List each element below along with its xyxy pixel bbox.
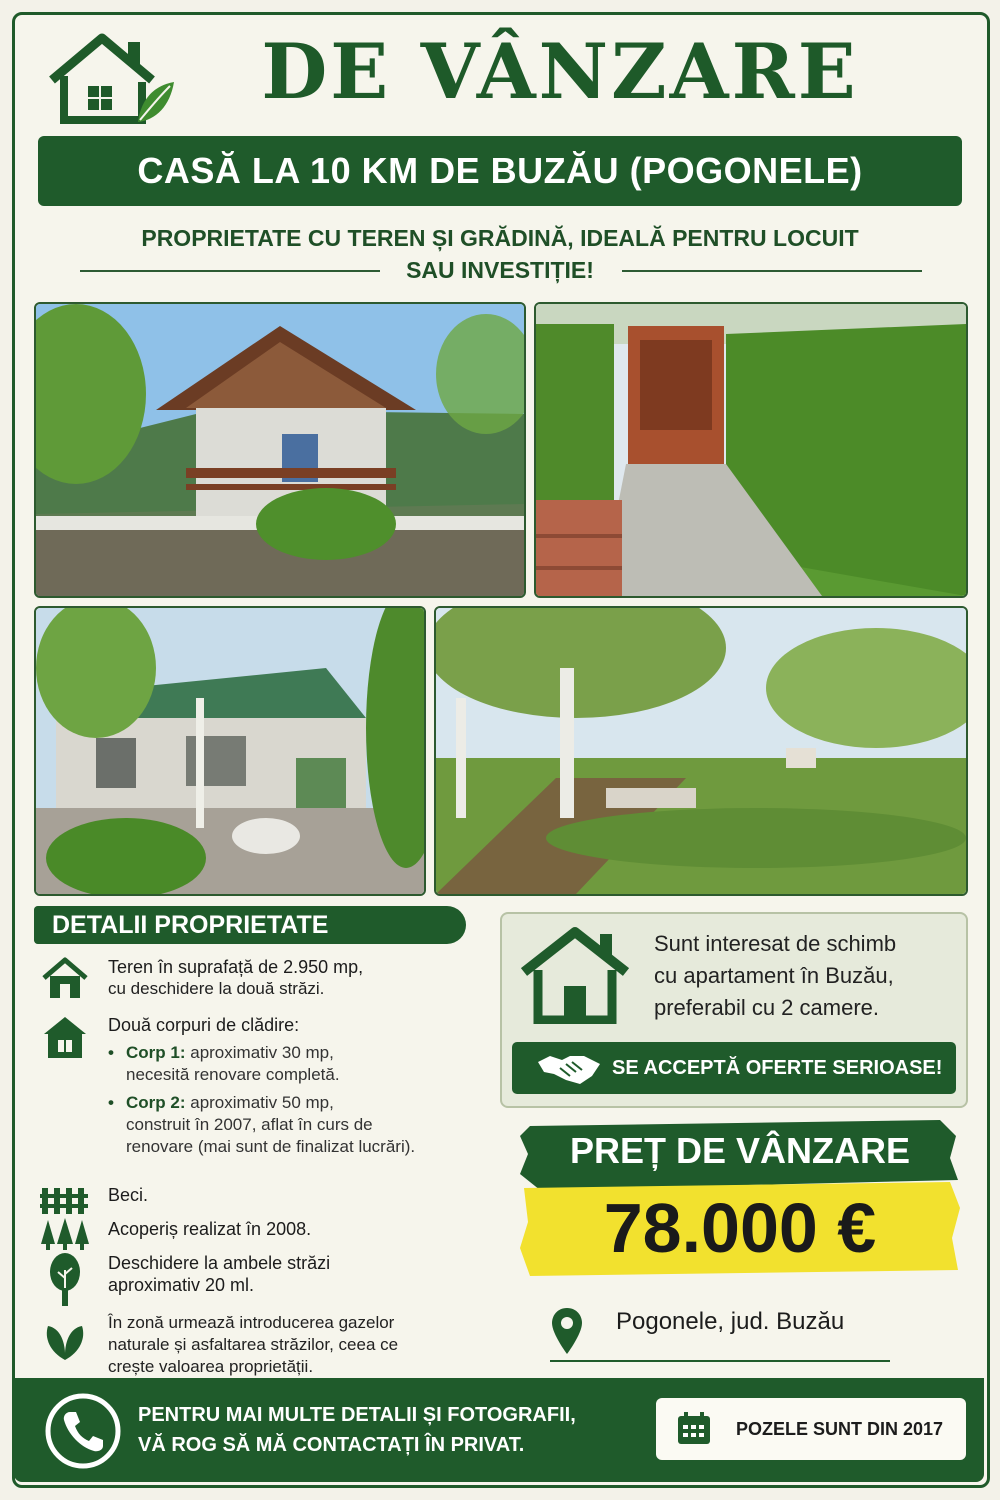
offer-banner bbox=[512, 1042, 956, 1094]
photo-note-box bbox=[656, 1398, 966, 1460]
exchange-box bbox=[500, 912, 968, 1108]
exchange-line1: Sunt interesat de schimb bbox=[654, 931, 897, 956]
contact-line2: VĂ ROG SĂ MĂ CONTACTAȚI ÎN PRIVAT. bbox=[138, 1434, 525, 1456]
price-value-banner bbox=[520, 1178, 960, 1278]
details-heading: DETALII PROPRIETATE bbox=[34, 906, 466, 944]
map-pin-icon bbox=[550, 1306, 584, 1356]
house-icon bbox=[518, 926, 632, 1024]
detail-frontage-line1: Deschidere la ambele străzi bbox=[108, 1253, 331, 1273]
detail-utilities-line3: crește valoarea proprietății. bbox=[108, 1357, 314, 1376]
detail-item-cellar bbox=[40, 1178, 480, 1206]
detail-item-utilities bbox=[40, 1312, 480, 1378]
orchard-photo bbox=[434, 606, 968, 896]
tagline-line2: SAU INVESTIȚIE! bbox=[406, 257, 594, 283]
detail-land-line2: cu deschidere la două străzi. bbox=[108, 979, 325, 998]
detail-cellar: Beci. bbox=[108, 1185, 149, 1205]
calendar-icon bbox=[676, 1412, 712, 1446]
corp2-label: Corp 2: bbox=[126, 1093, 186, 1112]
divider-left bbox=[80, 270, 380, 272]
house-front-photo bbox=[34, 302, 526, 598]
detail-buildings-line1: Două corpuri de clădire: bbox=[108, 1015, 300, 1035]
corp1-text2: necesită renovare completă. bbox=[126, 1065, 340, 1084]
detail-utilities-line1: În zonă urmează introducerea gazelor bbox=[108, 1313, 395, 1332]
detail-item-buildings bbox=[40, 1014, 480, 1158]
corp1-item bbox=[126, 1042, 480, 1086]
phone-icon[interactable] bbox=[44, 1392, 122, 1470]
corp2-text1: aproximativ 50 mp, bbox=[190, 1093, 334, 1112]
handshake-icon bbox=[536, 1050, 602, 1086]
tagline bbox=[60, 222, 940, 286]
gate-path-photo bbox=[534, 302, 968, 598]
corp2-text2: construit în 2007, aflat în curs de bbox=[126, 1115, 373, 1134]
detail-land-line1: Teren în suprafață de 2.950 mp, bbox=[108, 957, 364, 977]
buildings-icon bbox=[40, 1014, 90, 1060]
detail-item-land bbox=[40, 956, 480, 1000]
leaf-icon bbox=[40, 1318, 90, 1364]
exchange-line3: preferabil cu 2 camere. bbox=[654, 995, 879, 1020]
contact-text bbox=[138, 1400, 638, 1460]
detail-item-roof bbox=[40, 1212, 480, 1240]
tagline-line1: PROPRIETATE CU TEREN ȘI GRĂDINĂ, IDEALĂ PENTRU LOCUIT bbox=[141, 225, 859, 251]
detail-roof: Acoperiș realizat în 2008. bbox=[108, 1219, 312, 1239]
offer-text: SE ACCEPTĂ OFERTE SERIOASE! bbox=[612, 1057, 943, 1079]
price-value: 78.000 € bbox=[603, 1189, 877, 1267]
tree-icon bbox=[40, 1252, 90, 1308]
corp1-label: Corp 1: bbox=[126, 1043, 186, 1062]
photo-note: POZELE SUNT DIN 2017 bbox=[736, 1419, 944, 1439]
footer bbox=[14, 1378, 984, 1482]
corp2-text3: renovare (mai sunt de finalizat lucrări). bbox=[126, 1137, 416, 1156]
location-text: Pogonele, jud. Buzău bbox=[616, 1308, 845, 1335]
detail-utilities-line2: naturale și asfaltarea străzilor, ceea ce bbox=[108, 1335, 399, 1354]
courtyard-photo bbox=[34, 606, 426, 896]
subtitle-banner: CASĂ LA 10 KM DE BUZĂU (POGONELE) bbox=[38, 136, 962, 206]
exchange-line2: cu apartament în Buzău, bbox=[654, 963, 894, 988]
price-label: PREȚ DE VÂNZARE bbox=[569, 1130, 911, 1171]
detail-item-frontage bbox=[40, 1252, 480, 1296]
house-icon bbox=[40, 956, 90, 1002]
corp2-item bbox=[126, 1092, 480, 1158]
divider-right bbox=[622, 270, 922, 272]
location bbox=[550, 1298, 890, 1362]
detail-frontage-line2: aproximativ 20 ml. bbox=[108, 1275, 255, 1295]
exchange-text bbox=[654, 928, 954, 1024]
page-title: DE VÂNZARE bbox=[261, 27, 859, 116]
contact-line1: PENTRU MAI MULTE DETALII ȘI FOTOGRAFII, bbox=[138, 1404, 576, 1426]
corp1-text1: aproximativ 30 mp, bbox=[190, 1043, 334, 1062]
